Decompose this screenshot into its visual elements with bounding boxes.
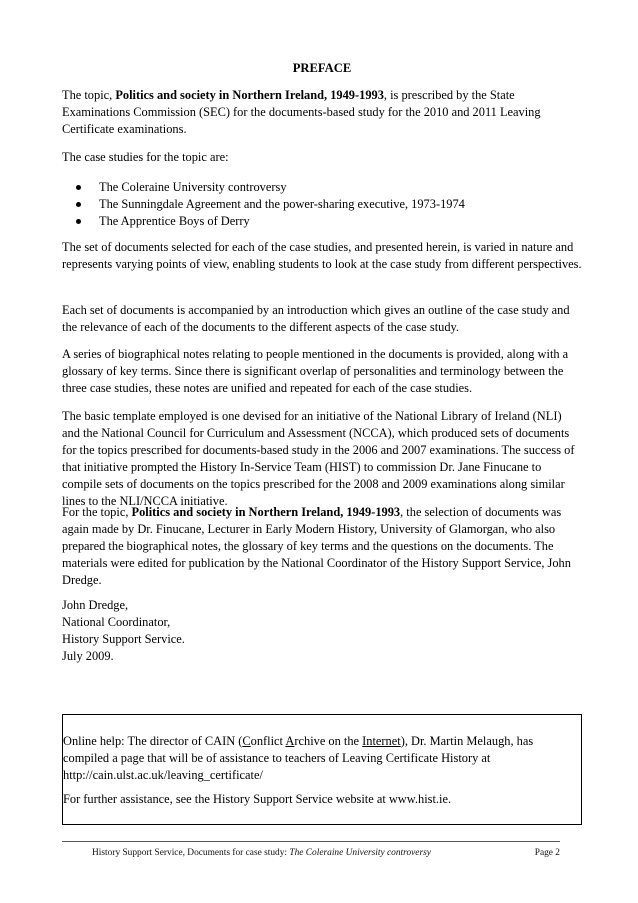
signature-date: July 2009. [62, 649, 114, 663]
cain-c-letter: C [242, 734, 251, 748]
biographical-paragraph: A series of biographical notes relating to people mentioned in the documents is provided, along with a glossary of key terms. Since there is significant overlap of personalities and terminology between the three case studies, these notes are unified and repeated for each of the case studies. [62, 347, 569, 395]
case-study-label: The Apprentice Boys of Derry [99, 214, 250, 228]
online-help-part2: ), Dr. Martin Melaugh, has compiled a page that will be of assistance to teachers of Leaving Certificate History at http://cain.ulst.ac.uk/leaving_certificate/ [63, 734, 534, 782]
signature-name: John Dredge, [62, 598, 129, 612]
online-help-box [62, 714, 582, 825]
documents-paragraph: The set of documents selected for each of the case studies, and presented herein, is varied in nature and represents varying points of view, enabling students to look at the case study from different perspectives. [62, 240, 582, 271]
footer-divider [62, 841, 560, 842]
case-studies-intro: The case studies for the topic are: [62, 150, 229, 164]
list-item [62, 179, 582, 196]
cain-onflict: onflict [250, 734, 286, 748]
bullet-icon [76, 185, 81, 190]
signature-org: History Support Service. [62, 632, 185, 646]
selection-suffix: , the selection of documents was again made by Dr. Finucane, Lecturer in Early Modern History, University of Glamorgan, who also prepared the biographical notes, the glossary of key terms and the questions on the documents. The materials were edited for publication by the National Coordinator of the History Support Service, John Dredge. [62, 505, 571, 587]
page-title: PREFACE [292, 61, 352, 75]
cain-a-letter: A [285, 734, 295, 748]
case-study-label: The Coleraine University controversy [99, 180, 287, 194]
introduction-paragraph: Each set of documents is accompanied by an introduction which gives an outline of the case study and the relevance of each of the documents to the different aspects of the case study. [62, 303, 570, 334]
online-help-part1: Online help: The director of CAIN ( [63, 734, 243, 748]
online-help-text [63, 733, 573, 784]
intro-paragraph [62, 87, 582, 138]
signature-role: National Coordinator, [62, 615, 171, 629]
intro-suffix: , is prescribed by the State Examinations Commission (SEC) for the documents-based study for the 2010 and 2011 Leaving Certificate examinations. [62, 88, 541, 136]
selection-topic: Politics and society in Northern Ireland, 1949-1993 [131, 505, 401, 519]
cain-rchive: rchive on the [294, 734, 363, 748]
intro-topic: Politics and society in Northern Ireland, 1949-1993 [115, 88, 384, 102]
bullet-icon [76, 202, 81, 207]
selection-prefix: For the topic, [62, 505, 132, 519]
cain-internet: Internet [362, 734, 401, 748]
case-studies-list [62, 179, 582, 230]
footer-case-study: The Coleraine University controversy [289, 848, 431, 858]
bullet-icon [76, 219, 81, 224]
selection-paragraph [62, 504, 582, 589]
list-item [62, 196, 582, 213]
intro-prefix: The topic, [62, 88, 116, 102]
footer-left [92, 847, 431, 859]
template-paragraph: The basic template employed is one devised for an initiative of the National Library of Ireland (NLI) and the National Council for Curriculum and Assessment (NCCA), which produced sets of documents for the topics prescribed for documents-based study in the 2006 and 2007 examinations. The success of that initiative prompted the History In-Service Team (HIST) to commission Dr. Jane Finucane to compile sets of documents on the topics prescribed for the 2008 and 2009 examinations along similar lines to the NLI/NCCA initiative. [62, 409, 575, 508]
footer-prefix: History Support Service, Documents for case study: [92, 848, 290, 858]
further-assistance-text: For further assistance, see the History Support Service website at www.hist.ie. [63, 792, 452, 806]
list-item [62, 213, 582, 230]
page-number: Page 2 [534, 848, 560, 858]
case-study-label: The Sunningdale Agreement and the power-sharing executive, 1973-1974 [99, 197, 465, 211]
signature-block [62, 597, 362, 665]
